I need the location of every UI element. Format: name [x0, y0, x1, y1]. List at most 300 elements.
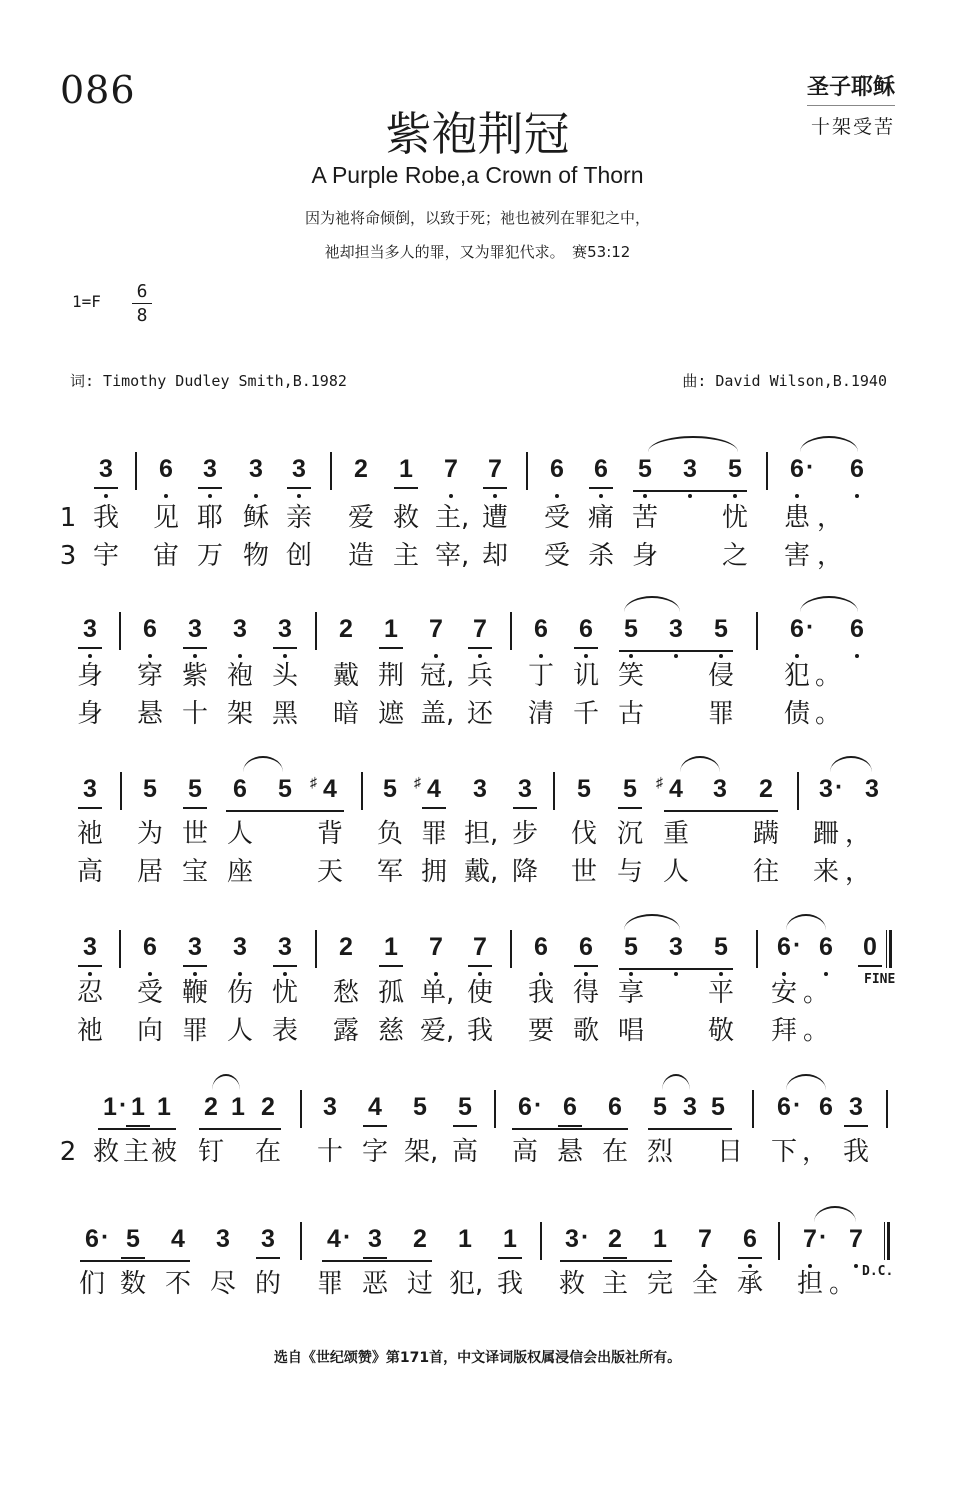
lyric: 受 — [543, 503, 570, 533]
note: 3 — [512, 774, 538, 804]
lyric: 悬 — [136, 699, 163, 729]
note: 4 — [171, 1225, 185, 1253]
lyric-line — [0, 696, 955, 732]
fine-mark: FINE — [864, 972, 896, 987]
hymn-subtitle: A Purple Robe,a Crown of Thorn — [311, 162, 644, 188]
lyric: 得 — [572, 978, 599, 1008]
note: 6 — [557, 1092, 583, 1122]
note: 3 — [197, 454, 223, 484]
note: 6 — [544, 454, 570, 484]
note: 7 — [843, 1224, 869, 1254]
lyric: 袍 — [226, 661, 253, 691]
note: 3 — [77, 614, 103, 644]
lyric: 表 — [271, 1016, 298, 1046]
barline — [526, 452, 528, 490]
slur — [814, 1206, 856, 1222]
lyric: 世 — [181, 819, 208, 849]
lyric: 使 — [466, 978, 493, 1008]
note: 3 — [865, 775, 879, 803]
lyric: 我 — [496, 1269, 523, 1299]
beam — [560, 1260, 672, 1262]
note: 3 — [182, 614, 208, 644]
lyric: 2 — [59, 1137, 77, 1167]
lyric: 侵 — [707, 661, 734, 691]
lyric: 愁 — [332, 978, 359, 1008]
lyric: 冠, — [420, 661, 455, 691]
barline — [361, 772, 363, 810]
composer-credit: 曲: David Wilson,B.1940 — [682, 372, 887, 390]
slur — [624, 914, 680, 930]
lyric: 主, — [435, 503, 470, 533]
lyric-line — [0, 1266, 955, 1302]
lyric: 不 — [164, 1269, 191, 1299]
lyric: 我 — [527, 978, 554, 1008]
key-label: 1=F — [72, 292, 101, 311]
beam — [98, 1128, 176, 1130]
note: 5 — [413, 1093, 427, 1121]
final-barline — [884, 1222, 890, 1260]
scripture-line-2: 祂却担当多人的罪，又为罪犯代求。 赛53:12 — [324, 243, 631, 261]
lyric: 身 — [631, 541, 658, 571]
barline — [119, 930, 121, 968]
note: 6 — [233, 775, 247, 803]
note: 7 — [423, 614, 449, 644]
lyric: 痛 — [587, 503, 614, 533]
lyric: 重 — [662, 819, 689, 849]
lyric: 苦 — [631, 503, 658, 533]
lyric: 高 — [76, 857, 103, 887]
note: 4 — [362, 1092, 388, 1122]
lyric: 伐 — [570, 819, 597, 849]
lyric: 架, — [404, 1137, 439, 1167]
note: 6 · — [784, 454, 810, 484]
lyric: 下 — [770, 1137, 797, 1167]
note: 6 — [844, 454, 870, 484]
lyric: 露 — [332, 1016, 359, 1046]
note: 6 — [528, 932, 554, 962]
note: ♯ 4 — [663, 774, 689, 804]
lyric: 杀 — [587, 541, 614, 571]
lyric: 们 — [78, 1269, 105, 1299]
lyric: 犯, — [449, 1269, 484, 1299]
lyric: 宰, — [435, 541, 470, 571]
note: 2 — [759, 775, 773, 803]
lyric: 降 — [511, 857, 538, 887]
lyric: 高 — [451, 1137, 478, 1167]
lyric: 拥 — [420, 857, 447, 887]
lyric: 的 — [254, 1269, 281, 1299]
lyric: 身 — [76, 661, 103, 691]
note: 3 — [243, 454, 269, 484]
note: 5 — [708, 932, 734, 962]
note: 5 — [182, 774, 208, 804]
note: 6 — [153, 454, 179, 484]
lyric: 十 — [316, 1137, 343, 1167]
lyric: 负 — [376, 819, 403, 849]
lyric: 戴 — [332, 661, 359, 691]
lyric: 。 — [802, 1016, 829, 1046]
note: 5 — [617, 774, 643, 804]
barline — [120, 772, 122, 810]
note: 7 — [467, 614, 493, 644]
barline — [752, 1090, 754, 1128]
note: 6 — [137, 614, 163, 644]
lyric: 完 — [646, 1269, 673, 1299]
note: 1 — [378, 932, 404, 962]
beam — [633, 490, 747, 492]
lyric: 古 — [617, 699, 644, 729]
time-bottom: 8 — [136, 305, 148, 326]
note: 3 — [663, 932, 689, 962]
lyric: 犯 — [783, 661, 810, 691]
lyric: 。 — [828, 1269, 855, 1299]
lyric: 宇 — [92, 541, 119, 571]
beam — [619, 968, 733, 970]
lyric: 承 — [736, 1269, 763, 1299]
note: 3 — [227, 614, 253, 644]
slur — [800, 436, 858, 452]
barline — [315, 930, 317, 968]
note: 6 · — [771, 932, 797, 962]
copyright-note: 选自《世纪颂赞》第171首，中文译词版权属浸信会出版社所有。 — [273, 1350, 682, 1366]
slur — [662, 1074, 690, 1090]
note: 5 — [653, 1093, 667, 1121]
lyric: 与 — [616, 857, 643, 887]
note: 2 — [339, 615, 353, 643]
note: 3 — [663, 614, 689, 644]
lyric: 穿 — [136, 661, 163, 691]
note: 5 — [120, 1224, 146, 1254]
slur — [648, 436, 738, 452]
lyric-line — [0, 975, 955, 1011]
lyric: 日 — [716, 1137, 743, 1167]
lyric: 字 — [361, 1137, 388, 1167]
note: 6 — [813, 932, 839, 962]
lyric: 为 — [136, 819, 163, 849]
lyric: 罪 — [316, 1269, 343, 1299]
slur — [786, 1074, 826, 1090]
lyric: 安 — [770, 978, 797, 1008]
lyric: 伤 — [226, 978, 253, 1008]
note: 1 — [393, 454, 419, 484]
slur — [800, 596, 858, 612]
lyric: 人 — [226, 819, 253, 849]
lyric: 向 — [136, 1016, 163, 1046]
note: 6 — [588, 454, 614, 484]
note: 5 — [632, 454, 658, 484]
note: 7 — [692, 1224, 718, 1254]
sharp-sign: ♯ — [656, 774, 663, 790]
lyric: 患 — [783, 503, 810, 533]
note: 1 — [231, 1093, 245, 1121]
lyric: 唱 — [617, 1016, 644, 1046]
note: 3 — [683, 1093, 697, 1121]
beam — [648, 1128, 732, 1130]
lyric: 悬 — [556, 1137, 583, 1167]
lyric: 人 — [226, 1016, 253, 1046]
slur — [830, 756, 872, 772]
note: 7 — [438, 454, 464, 484]
lyric: 爱 — [347, 503, 374, 533]
note: 3 — [362, 1224, 388, 1254]
lyric: 天 — [316, 857, 343, 887]
lyric: 在 — [254, 1137, 281, 1167]
lyric: 身 — [76, 699, 103, 729]
lyric: 笑 — [617, 661, 644, 691]
barline — [510, 612, 512, 650]
lyric: 爱, — [420, 1016, 455, 1046]
barline — [300, 1222, 302, 1260]
note: 1 — [458, 1225, 472, 1253]
lyric: 却 — [481, 541, 508, 571]
lyric: 单, — [420, 978, 455, 1008]
lyric: 来 — [812, 857, 839, 887]
lyric-line — [0, 500, 955, 536]
lyric: 祂 — [76, 1016, 103, 1046]
note: 3 · — [813, 774, 839, 804]
note: 7 — [423, 932, 449, 962]
note: 3 — [272, 614, 298, 644]
subcategory: 十架受苦 — [810, 116, 895, 138]
beam — [120, 1260, 190, 1262]
note: 3 — [216, 1225, 230, 1253]
category: 圣子耶稣 — [807, 70, 895, 106]
barline — [540, 1222, 542, 1260]
lyric: 害 — [783, 541, 810, 571]
lyricist-credit: 词: Timothy Dudley Smith,B.1982 — [70, 372, 347, 390]
lyric: 遮 — [377, 699, 404, 729]
lyric: 要 — [527, 1016, 554, 1046]
lyric: 慈 — [377, 1016, 404, 1046]
barline — [778, 1222, 780, 1260]
lyric: 宝 — [181, 857, 208, 887]
lyric: 沉 — [616, 819, 643, 849]
lyric: 蹒 — [752, 819, 779, 849]
note: 1 — [497, 1224, 523, 1254]
dc-mark: D.C. — [862, 1264, 894, 1279]
lyric-line — [0, 658, 955, 694]
note: 5 — [722, 454, 748, 484]
lyric: 创 — [285, 541, 312, 571]
lyric: ， — [844, 857, 871, 887]
lyric: 跚 — [812, 819, 839, 849]
lyric: 数 — [119, 1269, 146, 1299]
lyric: 居 — [136, 857, 163, 887]
lyric-line — [0, 1013, 955, 1049]
lyric: 宙 — [152, 541, 179, 571]
lyric: 忧 — [271, 978, 298, 1008]
lyric: 遭 — [481, 503, 508, 533]
note: 6 · — [512, 1092, 538, 1122]
sharp-sign: ♯ — [414, 774, 421, 790]
note: 3 — [677, 454, 703, 484]
barline — [553, 772, 555, 810]
lyric: 背 — [316, 819, 343, 849]
barline — [756, 612, 758, 650]
lyric: 黑 — [271, 699, 298, 729]
lyric: 在 — [601, 1137, 628, 1167]
note: 3 · — [559, 1224, 585, 1254]
lyric: 我 — [842, 1137, 869, 1167]
note: 1 — [125, 1092, 151, 1122]
lyric: 受 — [543, 541, 570, 571]
note: 5 — [618, 932, 644, 962]
lyric: 救 — [558, 1269, 585, 1299]
beam — [322, 1260, 432, 1262]
note: 6 · — [784, 614, 810, 644]
lyric: 高 — [511, 1137, 538, 1167]
note: 5 — [711, 1093, 725, 1121]
lyric: 造 — [347, 541, 374, 571]
lyric: 尽 — [209, 1269, 236, 1299]
note: 1 — [653, 1225, 667, 1253]
lyric: 军 — [376, 857, 403, 887]
lyric: 担 — [796, 1269, 823, 1299]
lyric: 座 — [226, 857, 253, 887]
lyric: 主 — [122, 1137, 149, 1167]
note: 6 — [573, 932, 599, 962]
note: 5 — [278, 775, 292, 803]
note: 6 — [737, 1224, 763, 1254]
note: ♯ 4 — [421, 774, 447, 804]
lyric: 3 — [59, 541, 77, 571]
barline — [330, 452, 332, 490]
note: 2 — [204, 1093, 218, 1121]
lyric: 亲 — [285, 503, 312, 533]
lyric: ， — [844, 819, 871, 849]
hymn-title: 紫袍荆冠 — [385, 107, 570, 161]
lyric: 鞭 — [181, 978, 208, 1008]
lyric: 。 — [814, 699, 841, 729]
note: 7 — [467, 932, 493, 962]
lyric: 荆 — [377, 661, 404, 691]
lyric: 丁 — [527, 661, 554, 691]
lyric: 罪 — [420, 819, 447, 849]
lyric: 过 — [406, 1269, 433, 1299]
lyric: 暗 — [332, 699, 359, 729]
lyric: 我 — [92, 503, 119, 533]
note: 2 — [602, 1224, 628, 1254]
note: 3 — [77, 932, 103, 962]
lyric: 全 — [691, 1269, 718, 1299]
lyric: ， — [816, 503, 843, 533]
lyric: 孤 — [377, 978, 404, 1008]
beam — [664, 810, 778, 812]
note: 3 — [713, 775, 727, 803]
note: 3 — [182, 932, 208, 962]
note: 6 — [819, 1093, 833, 1121]
barline — [315, 612, 317, 650]
barline — [119, 612, 121, 650]
lyric: 祂 — [76, 819, 103, 849]
barline — [135, 452, 137, 490]
lyric: 万 — [196, 541, 223, 571]
note: 3 — [286, 454, 312, 484]
note: ♯ 4 — [317, 774, 343, 804]
note: 7 — [482, 454, 508, 484]
note: 6 — [844, 614, 870, 644]
lyric: 被 — [150, 1137, 177, 1167]
note: 7 · — [797, 1224, 823, 1254]
note: 1 — [378, 614, 404, 644]
lyric: 恶 — [361, 1269, 388, 1299]
barline — [797, 772, 799, 810]
lyric-line — [0, 1134, 955, 1170]
note: 3 — [473, 775, 487, 803]
note: 4 · — [321, 1224, 347, 1254]
lyric: 稣 — [242, 503, 269, 533]
lyric: 十 — [181, 699, 208, 729]
note: 3 — [323, 1093, 337, 1121]
lyric: 步 — [511, 819, 538, 849]
lyric: 罪 — [707, 699, 734, 729]
note: 0 — [857, 932, 883, 962]
lyric: 见 — [152, 503, 179, 533]
note: 6 · — [79, 1224, 105, 1254]
note: 1 · — [97, 1092, 123, 1122]
lyric: 救 — [392, 503, 419, 533]
note: 5 — [577, 775, 591, 803]
lyric: 兵 — [466, 661, 493, 691]
lyric: 。 — [802, 978, 829, 1008]
time-signature — [132, 280, 152, 327]
note: 5 — [383, 775, 397, 803]
time-top: 6 — [136, 281, 148, 302]
lyric: 敬 — [707, 1016, 734, 1046]
lyric: 清 — [527, 699, 554, 729]
barline — [886, 1090, 888, 1128]
lyric: ， — [816, 541, 843, 571]
lyric: 平 — [707, 978, 734, 1008]
lyric: 我 — [466, 1016, 493, 1046]
lyric: 物 — [242, 541, 269, 571]
lyric: 债 — [783, 699, 810, 729]
note: 5 — [618, 614, 644, 644]
lyric: 歌 — [572, 1016, 599, 1046]
music-system-1 — [0, 430, 955, 510]
note: 6 — [573, 614, 599, 644]
sharp-sign: ♯ — [310, 774, 317, 790]
note: 2 — [339, 933, 353, 961]
note: 3 — [255, 1224, 281, 1254]
lyric: 架 — [226, 699, 253, 729]
note: 3 — [843, 1092, 869, 1122]
lyric: 受 — [136, 978, 163, 1008]
beam — [512, 1128, 628, 1130]
note: 2 — [261, 1093, 275, 1121]
barline — [766, 452, 768, 490]
beam — [226, 810, 344, 812]
lyric-line — [0, 538, 955, 574]
note: 3 — [77, 774, 103, 804]
lyric: 救 — [92, 1137, 119, 1167]
note: 5 — [143, 775, 157, 803]
barline — [756, 930, 758, 968]
barline — [300, 1090, 302, 1128]
lyric: 头 — [271, 661, 298, 691]
scripture-line-1: 因为祂将命倾倒，以致于死；祂也被列在罪犯之中， — [304, 209, 650, 227]
lyric: 之 — [721, 541, 748, 571]
note: 6 · — [771, 1092, 797, 1122]
slur — [212, 1074, 240, 1090]
note: 5 — [708, 614, 734, 644]
lyric: 紫 — [181, 661, 208, 691]
lyric: 往 — [752, 857, 779, 887]
lyric: 钉 — [197, 1137, 224, 1167]
lyric: 讥 — [572, 661, 599, 691]
lyric: 主 — [392, 541, 419, 571]
lyric: ， — [801, 1137, 828, 1167]
